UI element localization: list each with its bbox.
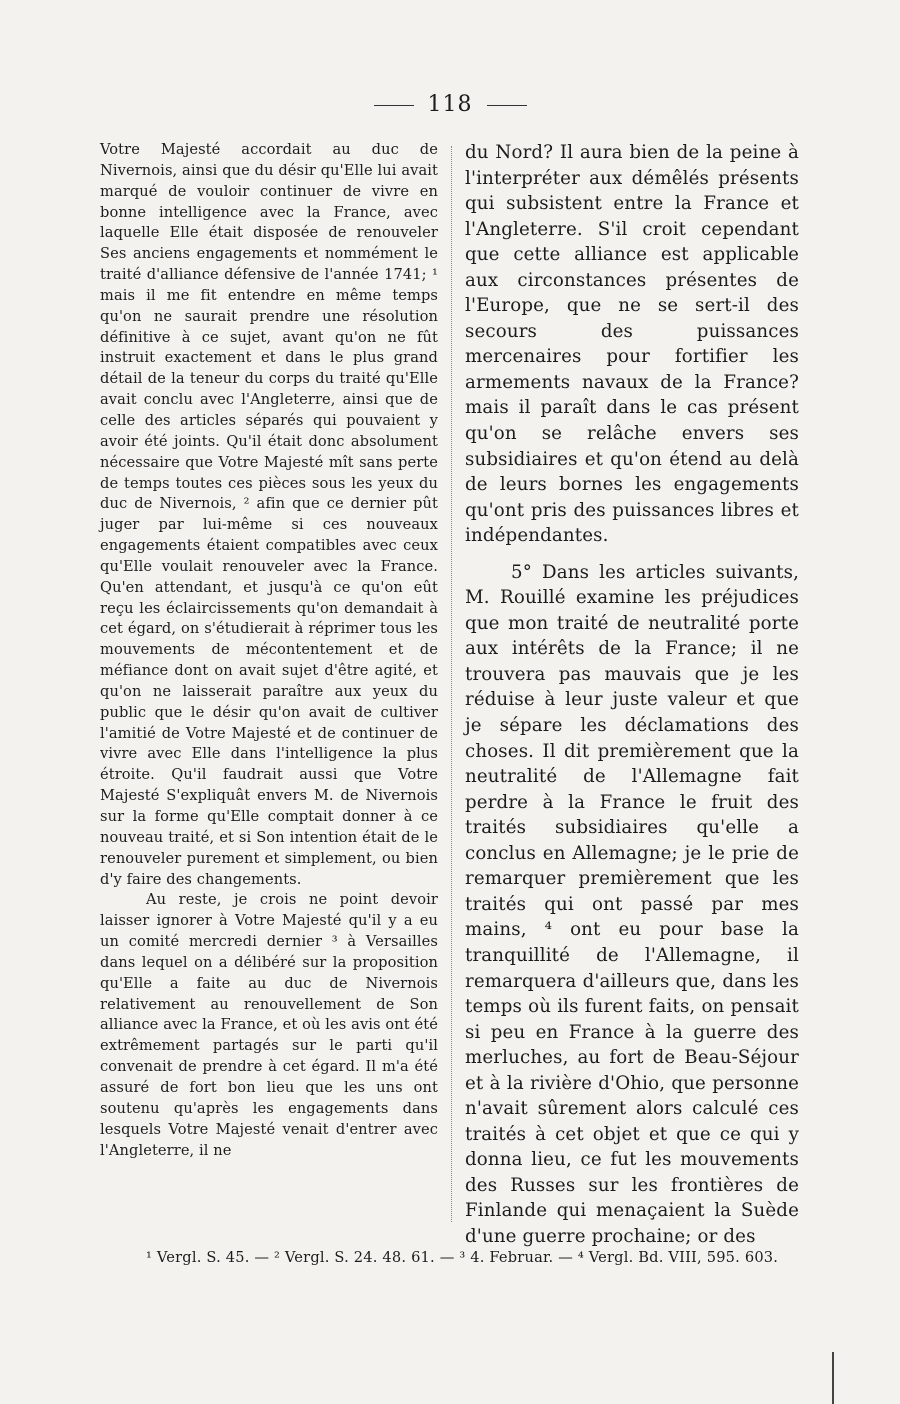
right-paragraph-1: du Nord? Il aura bien de la peine à l'interpréter aux démêlés présents qui subsistent entre la France et l'Angleterre. S'il croit cependant que cette alliance est applicable aux circonstances présentes de l'Europe, que ne se sert-il des secours des puissances mercenaires pour fortifier les armements navaux de la France? mais il paraît dans le cas présent qu'on se relâche envers ses subsidiaires et qu'on étend au delà de leurs bornes les engagements qu'ont pris des puissances libres et indépendantes. [465, 142, 799, 547]
page-edge-mark [832, 1352, 834, 1404]
right-column [465, 140, 799, 1250]
page-number-dash-right [487, 105, 527, 106]
page-number-dash-left [374, 105, 414, 106]
right-paragraph-2: 5° Dans les articles suivants, M. Rouillé examine les préjudices que mon traité de neutralité porte aux intérêts de la France; il ne trouvera pas mauvais que je les réduise à leur juste valeur et que je sépare les déclamations des choses. Il dit premièrement que la neutralité de l'Allemagne fait perdre à la France le fruit des traités subsidiaires qu'elle a conclus en Allemagne; je le prie de remarquer premièrement que les traités qui ont passé par mes mains, ⁴ ont eu pour base la tranquillité de l'Allemagne, il remarquera d'ailleurs que, dans les temps où ils furent faits, on pensait si peu en France à la guerre des merluches, au fort de Beau-Séjour et à la rivière d'Ohio, que personne n'avait sûrement alors calculé ces traités à cet objet et que ce qui y donna lieu, ce fut les mouvements des Russes sur les frontières de Finlande qui menaçaient la Suède d'une guerre prochaine; or des [465, 561, 799, 1247]
left-paragraph-1: Votre Majesté accordait au duc de Nivernois, ainsi que du désir qu'Elle lui avait marqué de vouloir continuer de vivre en bonne intelligence avec la France, avec laquelle Elle était disposée de renouveler Ses anciens engagements et nommément le traité d'alliance défensive de l'année 1741; ¹ mais il me fit entendre en même temps qu'on ne saurait prendre une résolution définitive à ce sujet, avant qu'on ne fût instruit exactement et dans le plus grand détail de la teneur du corps du traité qu'Elle avait conclu avec l'Angleterre, ainsi que de celle des articles séparés qui pouvaient y avoir été joints. Qu'il était donc absolument nécessaire que Votre Majesté mît sans perte de temps toutes ces pièces sous les yeux du duc de Nivernois, ² afin que ce dernier pût juger par lui-même si ces nouveaux engagements étaient compatibles avec ceux qu'Elle voulait renouveler avec la France. Qu'en attendant, et jusqu'à ce qu'on eût reçu les éclaircissements qu'on demandait à cet égard, on s'étudierait à réprimer tous les mouvements de mécontentement et de méfiance dont on avait sujet d'être agité, et qu'on ne laisserait paraître aux yeux du public que le désir qu'on avait de cultiver l'amitié de Votre Majesté et de continuer de vivre avec Elle dans l'intelligence la plus étroite. Qu'il faudrait aussi que Votre Majesté S'expliquât envers M. de Nivernois sur la forme qu'Elle comptait donner à ce nouveau traité, et si Son intention était de le renouveler purement et simplement, ou bien d'y faire des changements. [100, 141, 438, 888]
footnotes: ¹ Vergl. S. 45. — ² Vergl. S. 24. 48. 61. — ³ 4. Februar. — ⁴ Vergl. Bd. VIII, 595. 603. [146, 1249, 779, 1266]
page-number [0, 92, 900, 117]
left-column [100, 140, 438, 1161]
page-number-text: 118 [427, 92, 473, 117]
left-paragraph-2: Au reste, je crois ne point devoir laisser ignorer à Votre Majesté qu'il y a eu un comité mercredi dernier ³ à Versailles dans lequel on a délibéré sur la proposition qu'Elle a faite au duc de Nivernois relativement au renouvellement de Son alliance avec la France, et où les avis ont été extrêmement partagés sur le parti qu'il convenait de prendre à cet égard. Il m'a été assuré de fort bon lieu que les uns ont soutenu qu'après les engagements dans lesquels Votre Majesté venait d'entrer avec l'Angleterre, il ne [100, 891, 438, 1159]
column-divider [451, 146, 452, 1222]
